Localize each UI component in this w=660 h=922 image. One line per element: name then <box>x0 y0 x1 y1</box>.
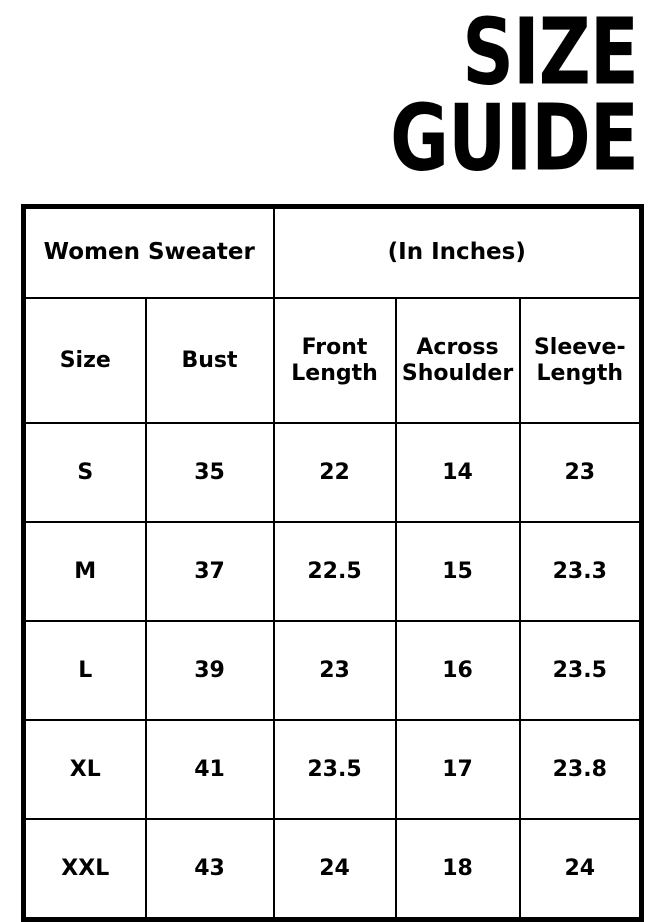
cell-sleeve-length: 23.3 <box>520 522 642 621</box>
column-header-across-shoulder: Across Shoulder <box>396 298 520 423</box>
page-title-line-1: SIZE <box>462 0 638 106</box>
cell-size: S <box>24 423 146 522</box>
header-product-label: Women Sweater <box>24 207 274 299</box>
cell-size: XL <box>24 720 146 819</box>
table-header-row <box>24 207 642 299</box>
table-row <box>24 720 642 819</box>
cell-across-shoulder: 18 <box>396 819 520 920</box>
cell-front-length: 23 <box>274 621 396 720</box>
cell-sleeve-length: 24 <box>520 819 642 920</box>
column-header-front-length: Front Length <box>274 298 396 423</box>
cell-across-shoulder: 15 <box>396 522 520 621</box>
cell-sleeve-length: 23 <box>520 423 642 522</box>
cell-front-length: 22.5 <box>274 522 396 621</box>
table-row <box>24 522 642 621</box>
cell-bust: 43 <box>146 819 274 920</box>
column-header-size: Size <box>24 298 146 423</box>
page-title <box>0 0 660 192</box>
cell-across-shoulder: 16 <box>396 621 520 720</box>
cell-front-length: 22 <box>274 423 396 522</box>
cell-size: XXL <box>24 819 146 920</box>
size-chart-container <box>21 204 639 922</box>
cell-sleeve-length: 23.5 <box>520 621 642 720</box>
cell-bust: 35 <box>146 423 274 522</box>
table-row <box>24 621 642 720</box>
cell-across-shoulder: 14 <box>396 423 520 522</box>
cell-size: M <box>24 522 146 621</box>
cell-bust: 39 <box>146 621 274 720</box>
header-units-label: (In Inches) <box>274 207 642 299</box>
cell-size: L <box>24 621 146 720</box>
cell-bust: 41 <box>146 720 274 819</box>
cell-across-shoulder: 17 <box>396 720 520 819</box>
column-header-sleeve-length: Sleeve- Length <box>520 298 642 423</box>
size-chart-table <box>21 204 644 922</box>
cell-front-length: 23.5 <box>274 720 396 819</box>
cell-sleeve-length: 23.8 <box>520 720 642 819</box>
cell-bust: 37 <box>146 522 274 621</box>
cell-front-length: 24 <box>274 819 396 920</box>
table-column-header-row <box>24 298 642 423</box>
table-row <box>24 819 642 920</box>
table-row <box>24 423 642 522</box>
column-header-bust: Bust <box>146 298 274 423</box>
page-title-line-2: GUIDE <box>390 85 638 192</box>
